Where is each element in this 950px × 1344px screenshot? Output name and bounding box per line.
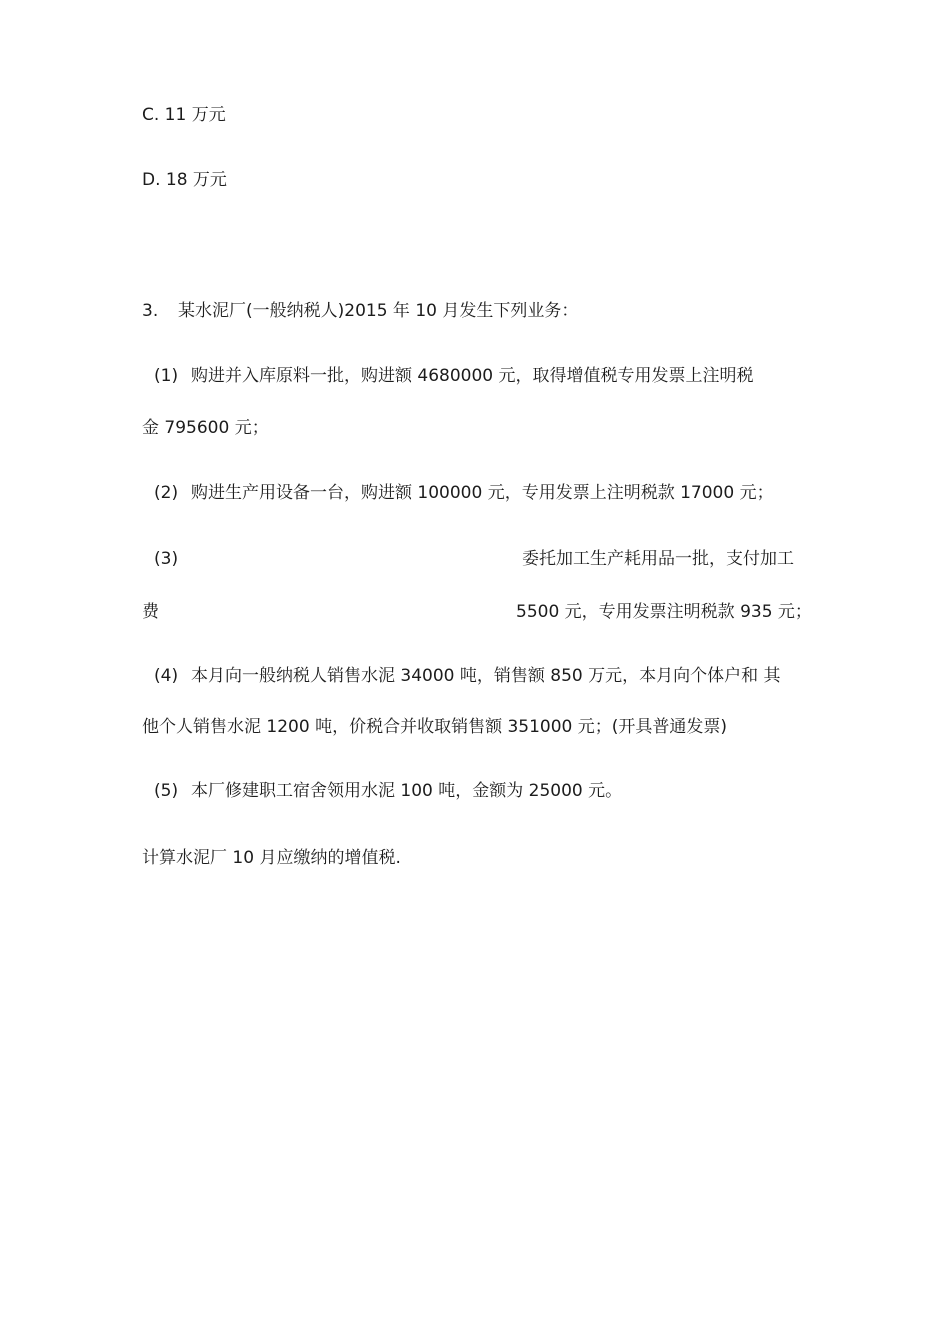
item-4-label: (4)	[154, 666, 179, 686]
item-4-line1: 本月向一般纳税人销售水泥 34000 吨，销售额 850 万元，本月向个体户和 其	[191, 666, 781, 686]
item-3-line2-left: 费	[142, 602, 159, 622]
item-2-line1: 购进生产用设备一台，购进额 100000 元，专用发票上注明税款 17000 元；	[191, 483, 774, 503]
item-3-line2-right: 5500 元，专用发票注明税款 935 元；	[516, 602, 812, 622]
question-3-number: 3.	[142, 301, 159, 321]
option-d: D. 18 万元	[142, 170, 227, 190]
item-3-line1: 委托加工生产耗用品一批，支付加工	[522, 549, 794, 569]
question-3-stem: 某水泥厂(一般纳税人)2015 年 10 月发生下列业务：	[178, 301, 579, 321]
item-1-label: (1)	[154, 366, 179, 386]
option-c: C. 11 万元	[142, 105, 226, 125]
item-1-line2: 金 795600 元；	[142, 418, 269, 438]
item-5-label: (5)	[154, 781, 179, 801]
item-5-line1: 本厂修建职工宿舍领用水泥 100 吨，金额为 25000 元。	[191, 781, 623, 801]
question-task: 计算水泥厂 10 月应缴纳的增值税.	[142, 848, 401, 868]
item-2-label: (2)	[154, 483, 179, 503]
item-4-line2: 他个人销售水泥 1200 吨，价税合并收取销售额 351000 元；(开具普通发票)	[142, 717, 728, 737]
item-1-line1: 购进并入库原料一批，购进额 4680000 元，取得增值税专用发票上注明税	[191, 366, 754, 386]
item-3-label: (3)	[154, 549, 179, 569]
